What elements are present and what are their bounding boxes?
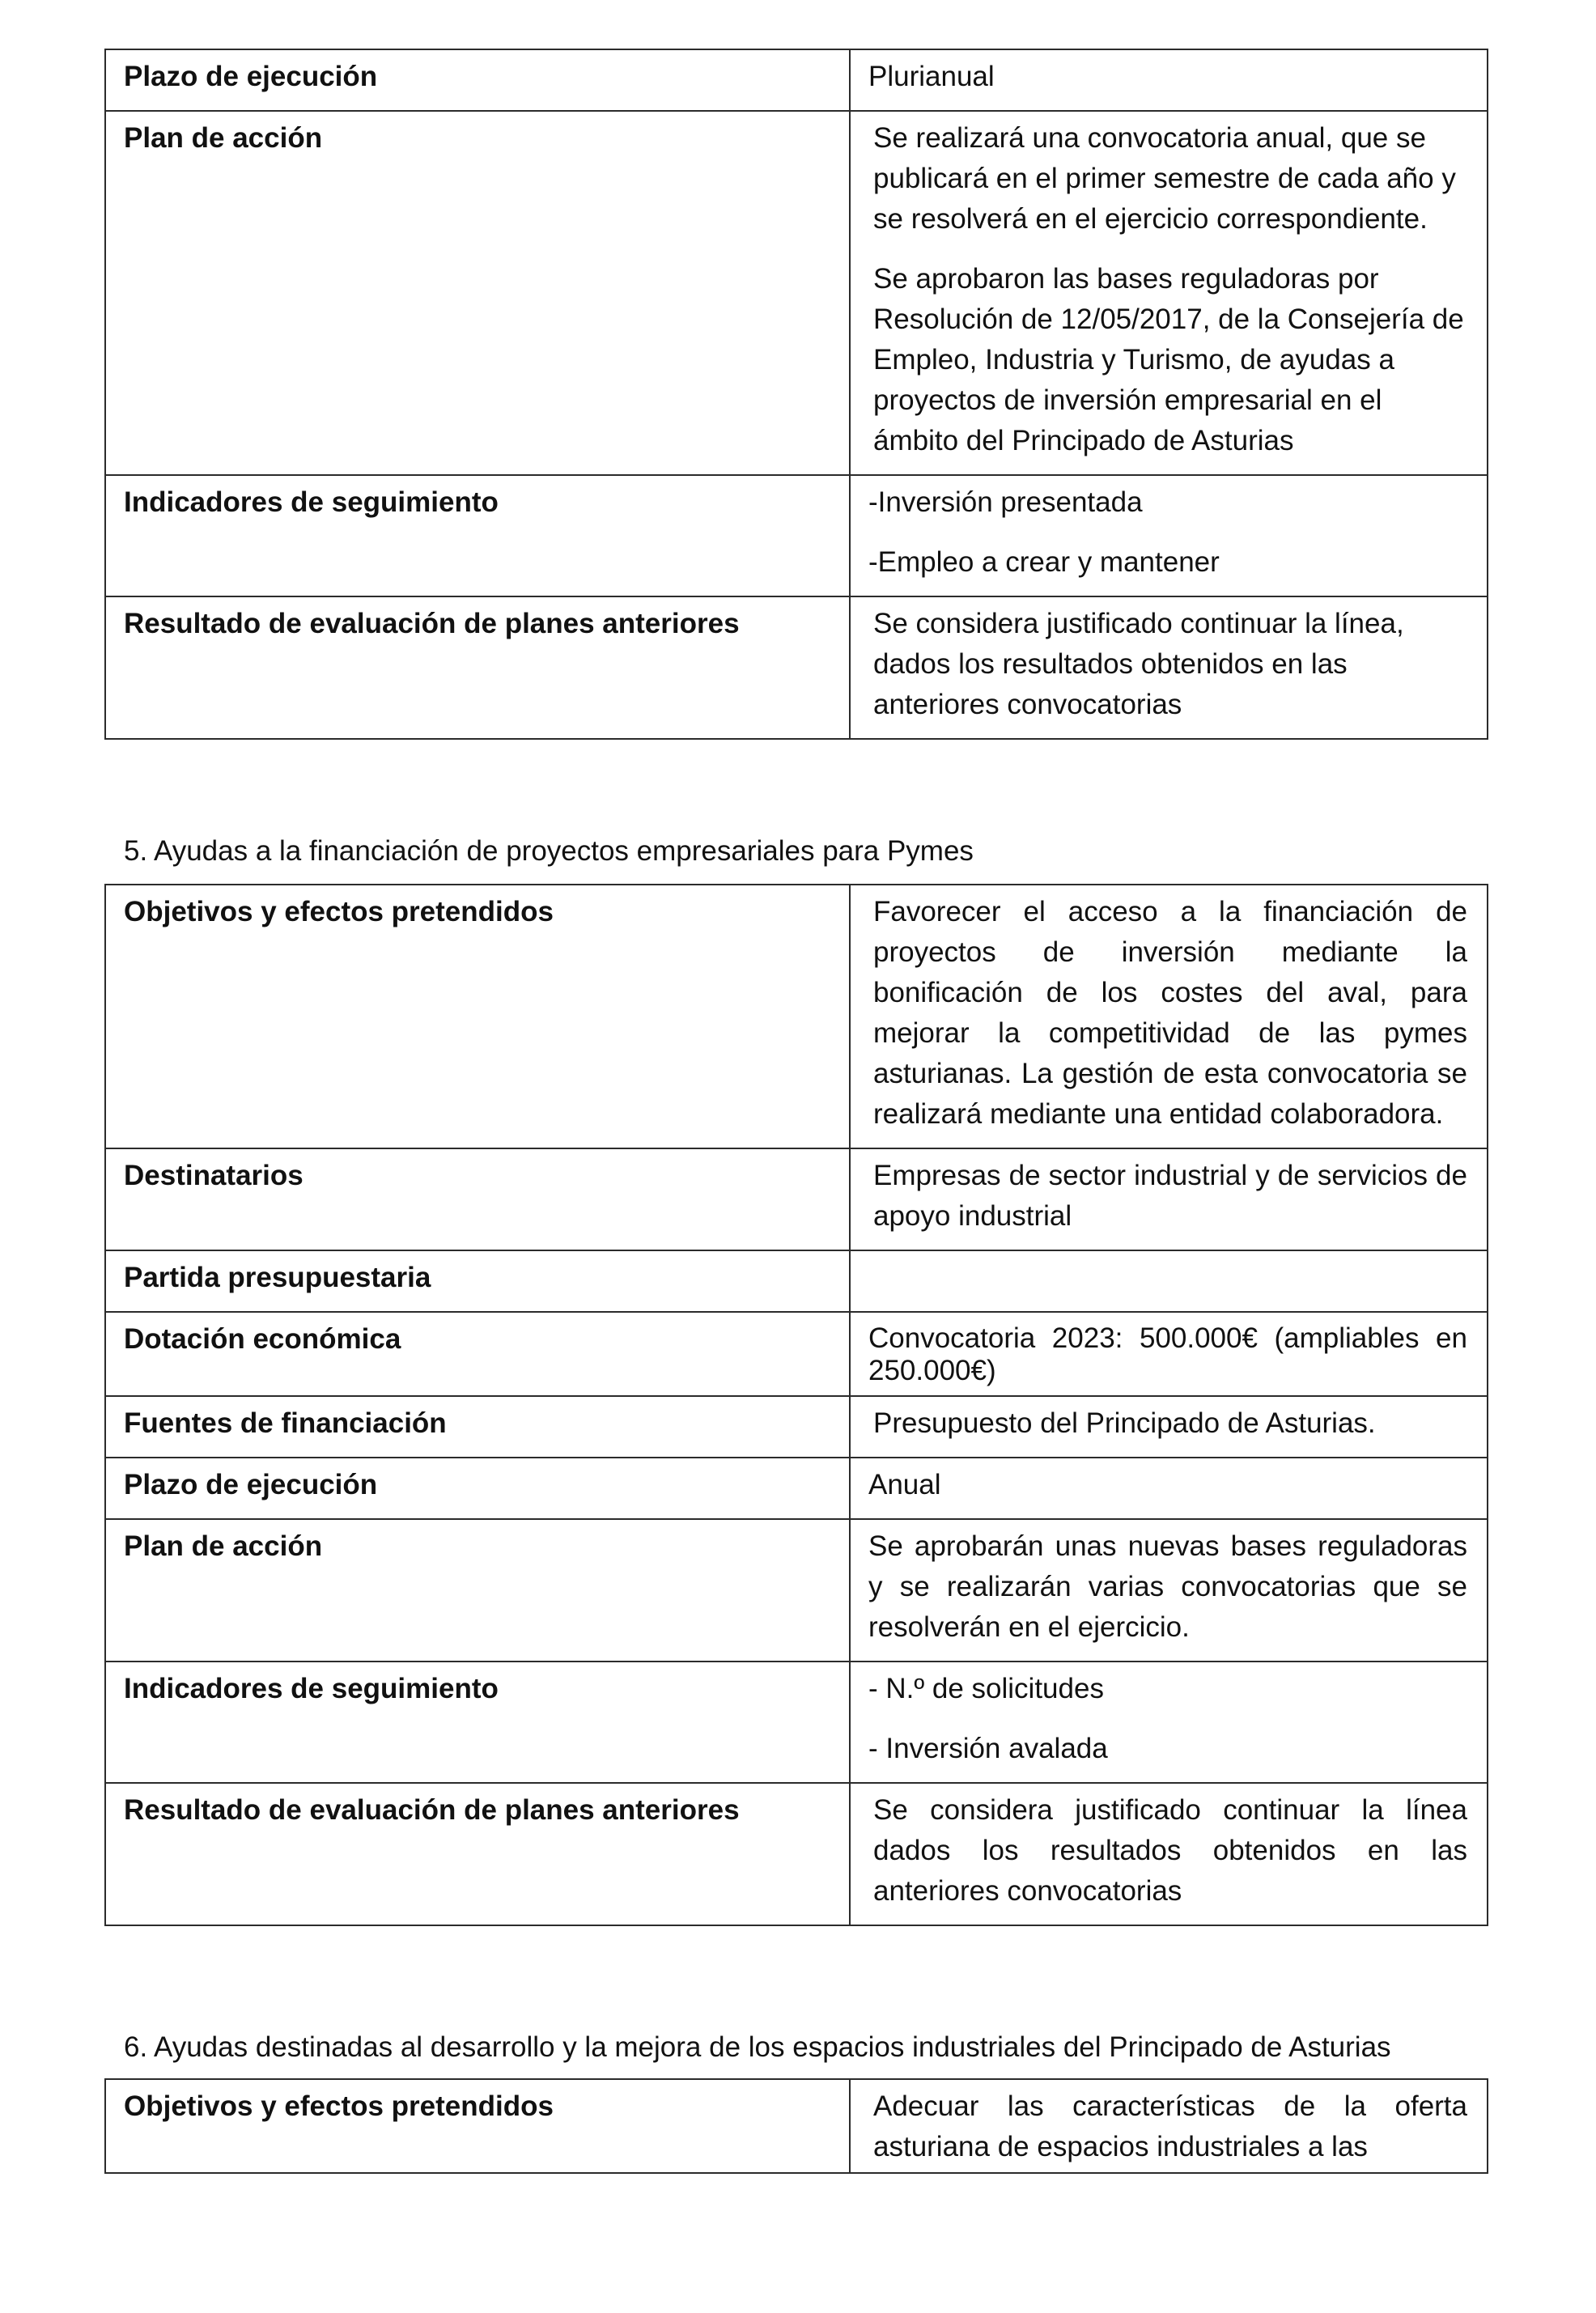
row-value (850, 1662, 1488, 1783)
row-label: Objetivos y efectos pretendidos (105, 2079, 850, 2173)
row-value (850, 1519, 1488, 1662)
value-paragraph: - Inversión avalada (868, 1733, 1108, 1764)
row-label: Indicadores de seguimiento (105, 1662, 850, 1783)
row-value (850, 111, 1488, 475)
table-row (105, 1312, 1488, 1396)
row-value (850, 1312, 1488, 1396)
row-value (850, 596, 1488, 739)
value-paragraph: Favorecer el acceso a la financiación de proyectos de inversión mediante la bonificación de los costes del aval, para mejorar la competitividad de las pymes asturianas. La gestión de esta convocatoria se realizará mediante una entidad colaboradora. (873, 896, 1467, 1130)
table-row (105, 1783, 1488, 1925)
table-row (105, 49, 1488, 111)
value-paragraph: Adecuar las características de la oferta asturiana de espacios industriales a las (873, 2090, 1467, 2162)
table-row (105, 1519, 1488, 1662)
value-paragraph: -Empleo a crear y mantener (868, 546, 1220, 578)
row-label: Resultado de evaluación de planes anteriores (105, 1783, 850, 1925)
row-label: Fuentes de financiación (105, 1396, 850, 1458)
row-label: Dotación económica (105, 1312, 850, 1396)
row-value (850, 885, 1488, 1148)
row-value (850, 1783, 1488, 1925)
table-section-5 (104, 884, 1488, 1926)
row-label: Partida presupuestaria (105, 1250, 850, 1312)
section-heading: 6. Ayudas destinadas al desarrollo y la mejora de los espacios industriales del Principado de Asturias (124, 2031, 1391, 2063)
table-row (105, 475, 1488, 596)
row-label: Destinatarios (105, 1148, 850, 1250)
row-label: Plan de acción (105, 1519, 850, 1662)
table-row (105, 111, 1488, 475)
section-heading: 5. Ayudas a la financiación de proyectos empresariales para Pymes (124, 835, 974, 867)
value-paragraph: - N.º de solicitudes (868, 1673, 1104, 1704)
row-label: Plazo de ejecución (105, 1458, 850, 1519)
row-value (850, 475, 1488, 596)
row-value (850, 1396, 1488, 1458)
row-value (850, 49, 1488, 111)
row-label: Plazo de ejecución (105, 49, 850, 111)
value-paragraph: Empresas de sector industrial y de servicios de apoyo industrial (873, 1160, 1467, 1232)
value-paragraph: Se considera justificado continuar la línea, dados los resultados obtenidos en las anteriores convocatorias (873, 608, 1404, 720)
table-row (105, 1662, 1488, 1783)
table-previous-measure (104, 49, 1488, 740)
value-paragraph: Plurianual (868, 61, 995, 92)
row-label: Plan de acción (105, 111, 850, 475)
table-section-6 (104, 2078, 1488, 2174)
value-paragraph: Presupuesto del Principado de Asturias. (873, 1407, 1376, 1439)
row-label: Objetivos y efectos pretendidos (105, 885, 850, 1148)
row-label: Indicadores de seguimiento (105, 475, 850, 596)
table-row (105, 1396, 1488, 1458)
row-value (850, 1250, 1488, 1312)
row-value (850, 1148, 1488, 1250)
value-paragraph: Convocatoria 2023: 500.000€ (ampliables en 250.000€) (868, 1322, 1467, 1386)
table-row (105, 1458, 1488, 1519)
table-row (105, 1250, 1488, 1312)
value-paragraph: Se considera justificado continuar la línea dados los resultados obtenidos en las anteriores convocatorias (873, 1794, 1467, 1907)
table-row (105, 2079, 1488, 2173)
value-paragraph: Se aprobaron las bases reguladoras por Resolución de 12/05/2017, de la Consejería de Empleo, Industria y Turismo, de ayudas a proyectos de inversión empresarial en el ámbito del Principado de Asturias (873, 263, 1464, 456)
row-value (850, 2079, 1488, 2173)
row-value (850, 1458, 1488, 1519)
row-label: Resultado de evaluación de planes anteriores (105, 596, 850, 739)
value-paragraph (873, 1258, 1467, 1298)
value-paragraph: Se aprobarán unas nuevas bases reguladoras y se realizarán varias convocatorias que se resolverán en el ejercicio. (868, 1530, 1467, 1643)
value-paragraph: Anual (868, 1469, 941, 1500)
value-paragraph: Se realizará una convocatoria anual, que se publicará en el primer semestre de cada año y se resolverá en el ejercicio correspondiente. (873, 122, 1456, 235)
table-row (105, 596, 1488, 739)
value-paragraph: -Inversión presentada (868, 486, 1143, 518)
table-row (105, 885, 1488, 1148)
table-row (105, 1148, 1488, 1250)
